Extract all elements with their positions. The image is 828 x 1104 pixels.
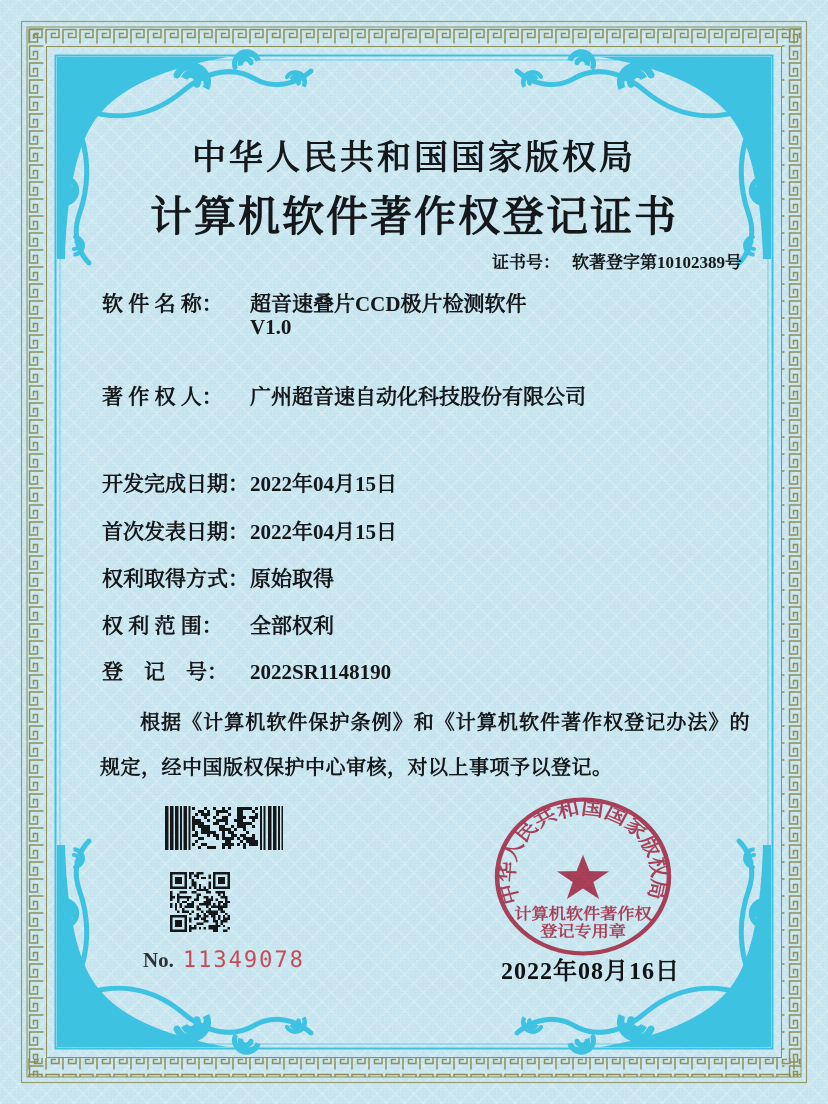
- field-row-registration-number: [102, 656, 391, 686]
- field-label: 软 件 名 称：: [102, 292, 223, 316]
- seal-ring-text: 中华人民共和国国家版权局: [493, 796, 673, 907]
- registration-statement: 根据《计算机软件保护条例》和《计算机软件著作权登记办法》的规定，经中国版权保护中心审核，对以上事项予以登记。: [100, 712, 750, 780]
- issue-date: 2022年08月16日: [501, 959, 680, 985]
- field-label: 首次发表日期：: [102, 520, 249, 544]
- certificate-number-line: [492, 248, 742, 273]
- field-label: 权利取得方式：: [102, 567, 249, 591]
- serial-number: 11349078: [182, 948, 305, 973]
- field-row-dev-complete-date: [102, 468, 397, 498]
- field-value: 2022年04月15日: [250, 472, 397, 496]
- field-row-acquisition-method: [102, 563, 334, 593]
- field-value: 广州超音速自动化科技股份有限公司: [250, 385, 586, 409]
- field-value: 原始取得: [250, 567, 334, 591]
- seal-line1: 计算机软件著作权: [514, 904, 652, 923]
- field-row-first-publish-date: [102, 516, 397, 546]
- field-row-software-name: [102, 288, 527, 318]
- field-row-rights-scope: [102, 610, 334, 640]
- certificate-number-value: 软著登字第10102389号: [572, 253, 742, 272]
- certificate-number-label: 证书号：: [492, 253, 560, 272]
- field-label: 著 作 权 人：: [102, 385, 223, 409]
- software-version: V1.0: [250, 315, 292, 339]
- field-value: 全部权利: [250, 614, 334, 638]
- field-value: 2022年04月15日: [250, 520, 397, 544]
- seal-line2: 登记专用章: [540, 922, 626, 941]
- field-value: 超音速叠片CCD极片检测软件: [250, 292, 527, 316]
- seal-star-icon: [557, 855, 609, 899]
- issuing-authority: 中华人民共和国国家版权局: [192, 140, 636, 177]
- qr-code-icon: [170, 872, 230, 932]
- field-label: 登 记 号：: [102, 660, 228, 684]
- field-row-copyright-owner: [102, 381, 586, 411]
- field-label: 权 利 范 围：: [102, 614, 223, 638]
- official-seal: [492, 795, 674, 958]
- barcode-icon: [165, 806, 283, 850]
- serial-number-line: [143, 948, 305, 973]
- serial-prefix: No.: [143, 948, 174, 972]
- field-value: 2022SR1148190: [250, 660, 392, 684]
- field-label: 开发完成日期：: [102, 472, 249, 496]
- certificate-title: 计算机软件著作权登记证书: [149, 195, 678, 241]
- svg-text:中华人民共和国国家版权局: [493, 796, 674, 907]
